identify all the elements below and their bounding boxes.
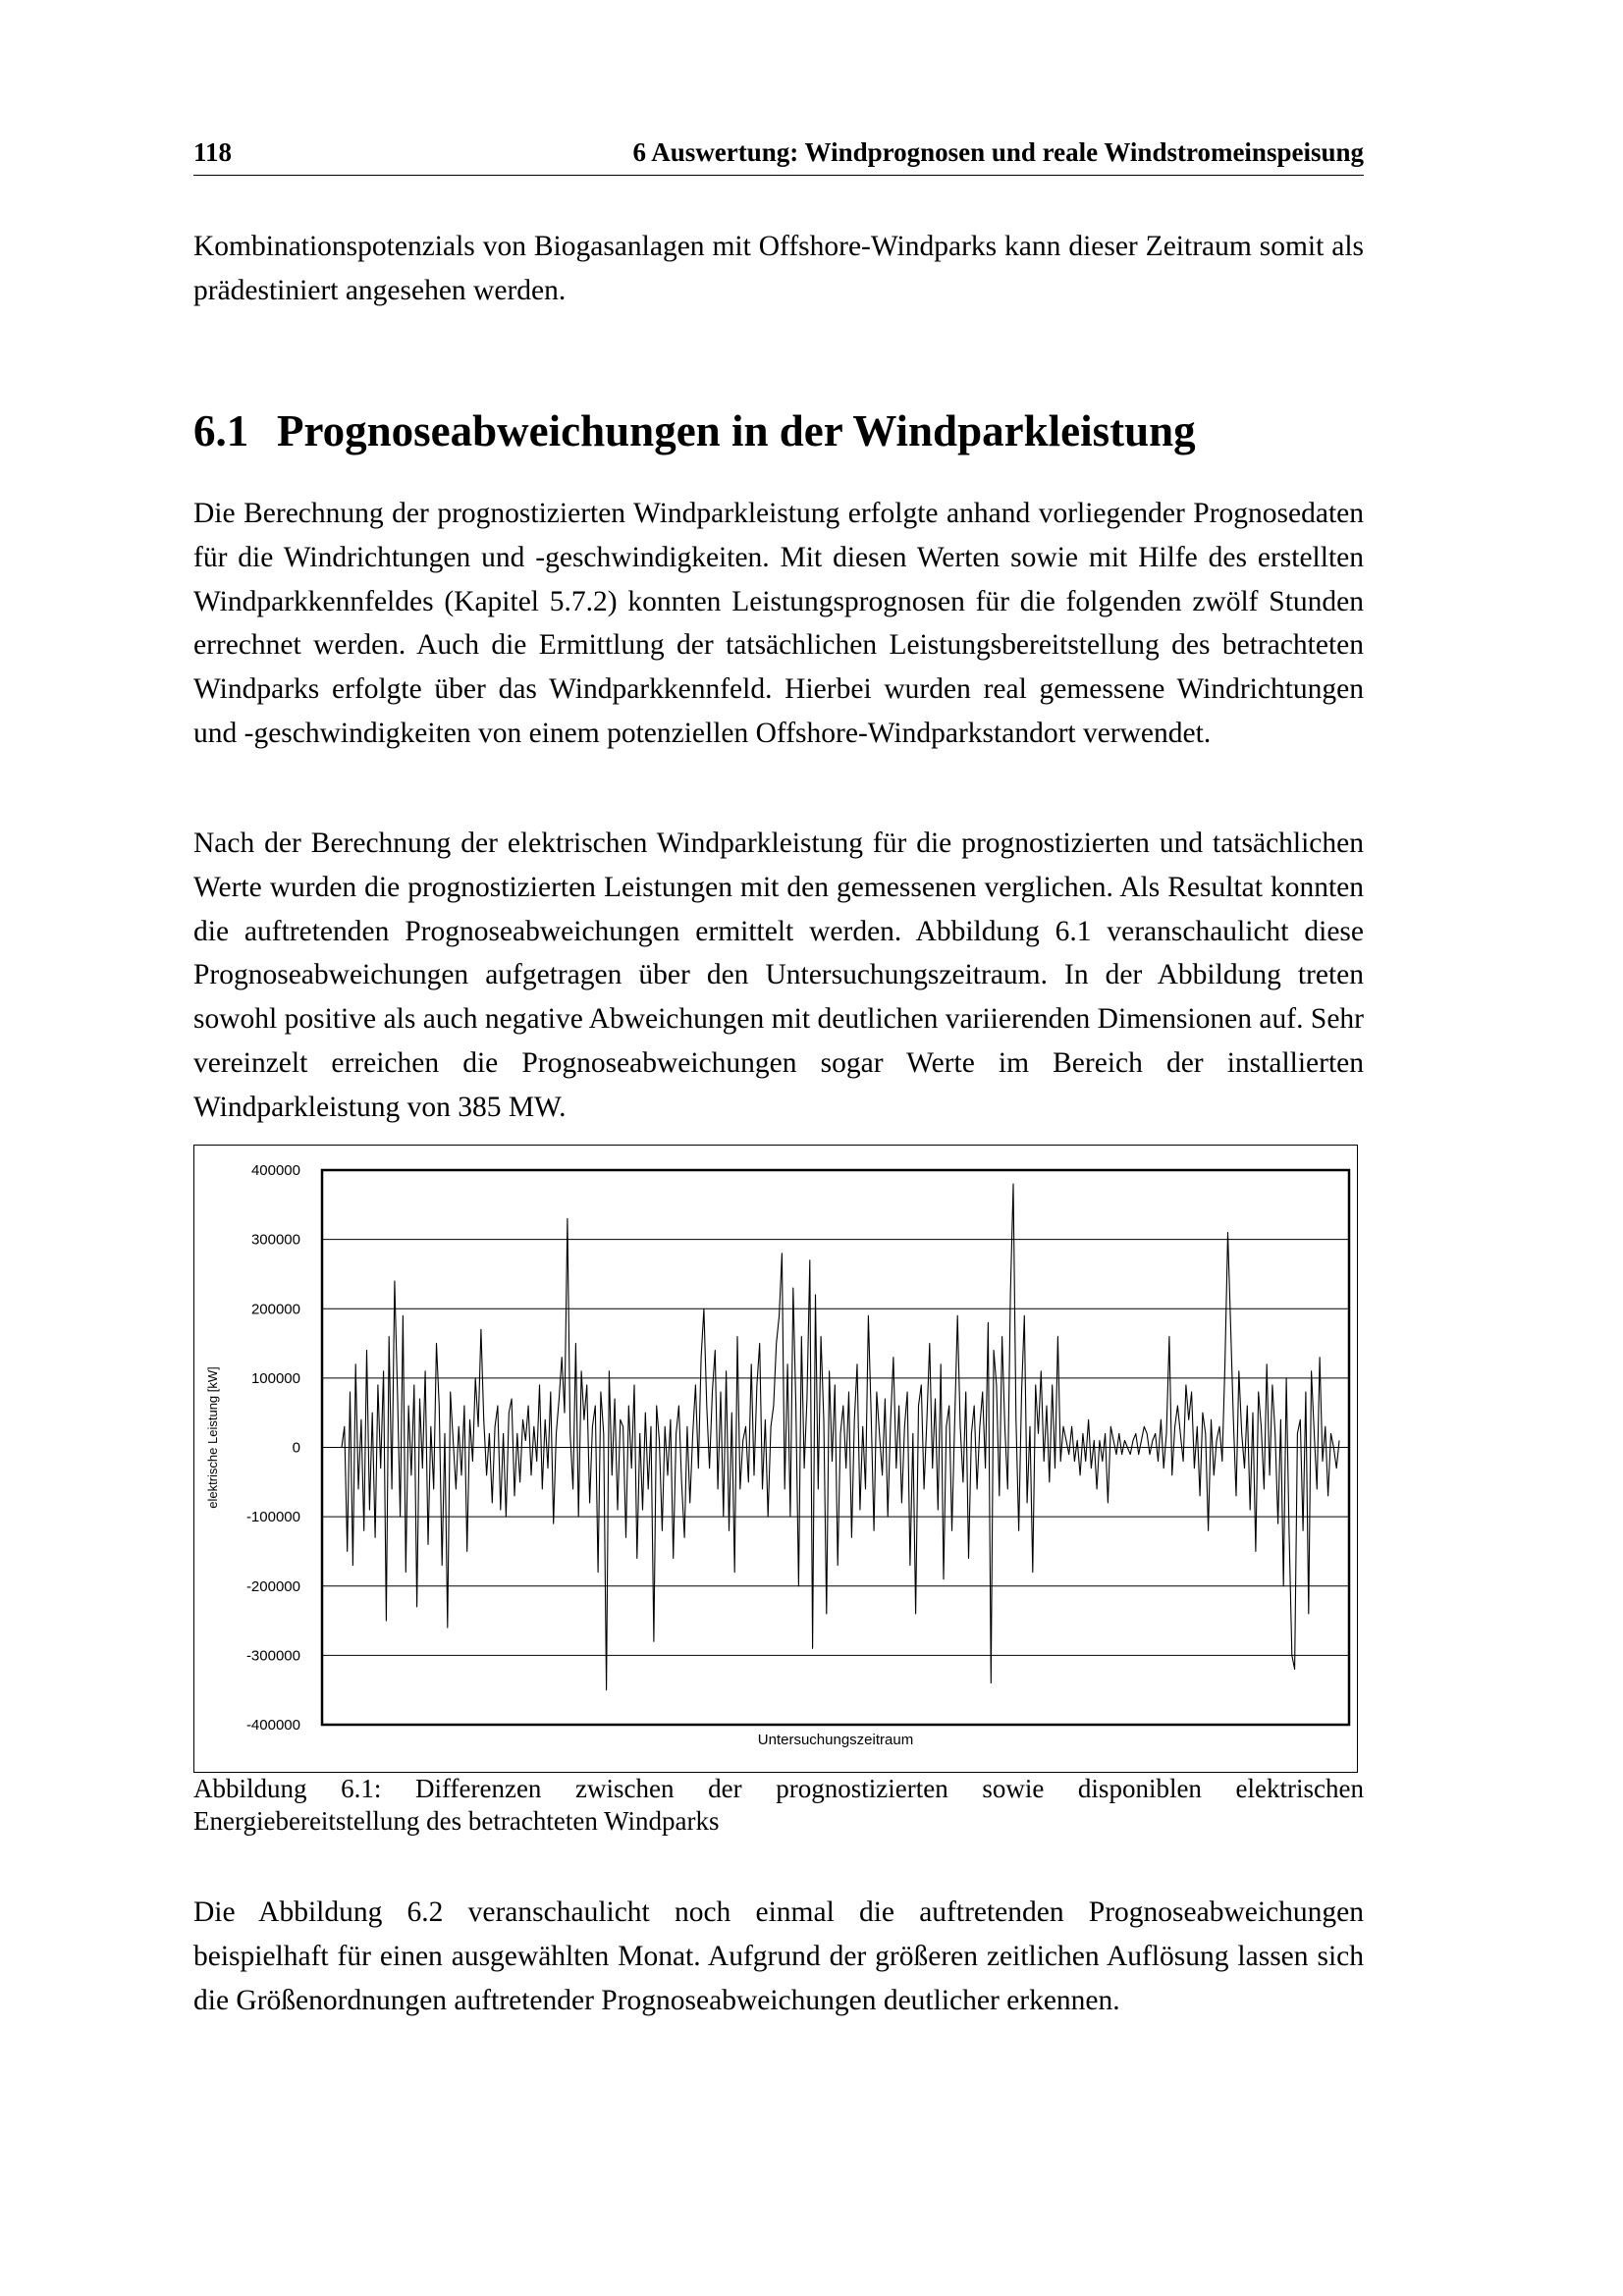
paragraph-outlook: Die Abbildung 6.2 veranschaulicht noch einmal die auftretenden Prognoseabweichungen beispielhaft für einen ausgewählten Monat. Aufgrund der größeren zeitlichen Auflösung lassen sich die Größenordnungen auftretender Prognoseabweichungen deutlicher erkennen. xyxy=(193,1896,1364,2016)
intro-paragraph: Kombinationspotenzials von Biogasanlagen mit Offshore-Windparks kann dieser Zeitraum somit als prädestiniert angesehen werden. xyxy=(193,231,1364,306)
y-tick-label: 100000 xyxy=(250,1369,300,1387)
y-tick-label: -300000 xyxy=(245,1647,300,1665)
figure-caption: Abbildung 6.1: Differenzen zwischen der prognostizierten sowie disponiblen elektrischen Energiebereitstellung des betrachteten Windparks xyxy=(193,1774,1364,1836)
section-number: 6.1 xyxy=(193,406,249,455)
running-header xyxy=(193,137,1364,176)
y-tick-label: 200000 xyxy=(250,1301,300,1318)
section-title: Prognoseabweichungen in der Windparkleistung xyxy=(277,406,1196,455)
series-line xyxy=(342,1184,1339,1690)
page-number: 118 xyxy=(193,137,233,167)
section-heading xyxy=(193,403,1196,458)
y-tick-label: -400000 xyxy=(245,1717,300,1734)
running-title: 6 Auswertung: Windprognosen und reale Windstromeinspeisung xyxy=(632,137,1364,167)
figure-6-1 xyxy=(193,1145,1358,1773)
y-axis-label: elektrische Leistung [kW] xyxy=(205,1366,220,1509)
y-tick-label: 0 xyxy=(292,1439,300,1457)
paragraph-method: Die Berechnung der prognostizierten Windparkleistung erfolgte anhand vorliegender Prognosedaten für die Windrichtungen und -geschwindigkeiten. Mit diesen Werten sowie mit Hilfe des erstellten Windparkkennfeldes (Kapitel 5.7.2) konnten Leistungsprognosen für die folgenden zwölf Stunden errechnet werden. Auch die Ermittlung der tatsächlichen Leistungsbereitstellung des betrachteten Windparks erfolgte über das Windparkkennfeld. Hierbei wurden real gemessene Windrichtungen und -geschwindigkeiten von einem potenziellen Offshore-Windparkstandort verwendet. xyxy=(193,498,1364,749)
y-tick-label: 400000 xyxy=(250,1162,300,1179)
deviation-chart xyxy=(194,1146,1357,1772)
y-tick-label: -200000 xyxy=(245,1577,300,1595)
y-tick-label: 300000 xyxy=(250,1231,300,1249)
y-tick-label: -100000 xyxy=(245,1509,300,1526)
paragraph-results: Nach der Berechnung der elektrischen Windparkleistung für die prognostizierten und tatsächlichen Werte wurden die prognostizierten Leistungen mit den gemessenen verglichen. Als Resultat konnten die auftretenden Prognoseabweichungen ermittelt werden. Abbildung 6.1 veranschaulicht diese Prognoseabweichungen aufgetragen über den Untersuchungszeitraum. In der Abbildung treten sowohl positive als auch negative Abweichungen mit deutlichen variierenden Dimensionen auf. Sehr vereinzelt erreichen die Prognoseabweichungen sogar Werte im Bereich der installierten Windparkleistung von 385 MW. xyxy=(193,828,1364,1123)
x-axis-label: Untersuchungszeitraum xyxy=(757,1732,914,1748)
